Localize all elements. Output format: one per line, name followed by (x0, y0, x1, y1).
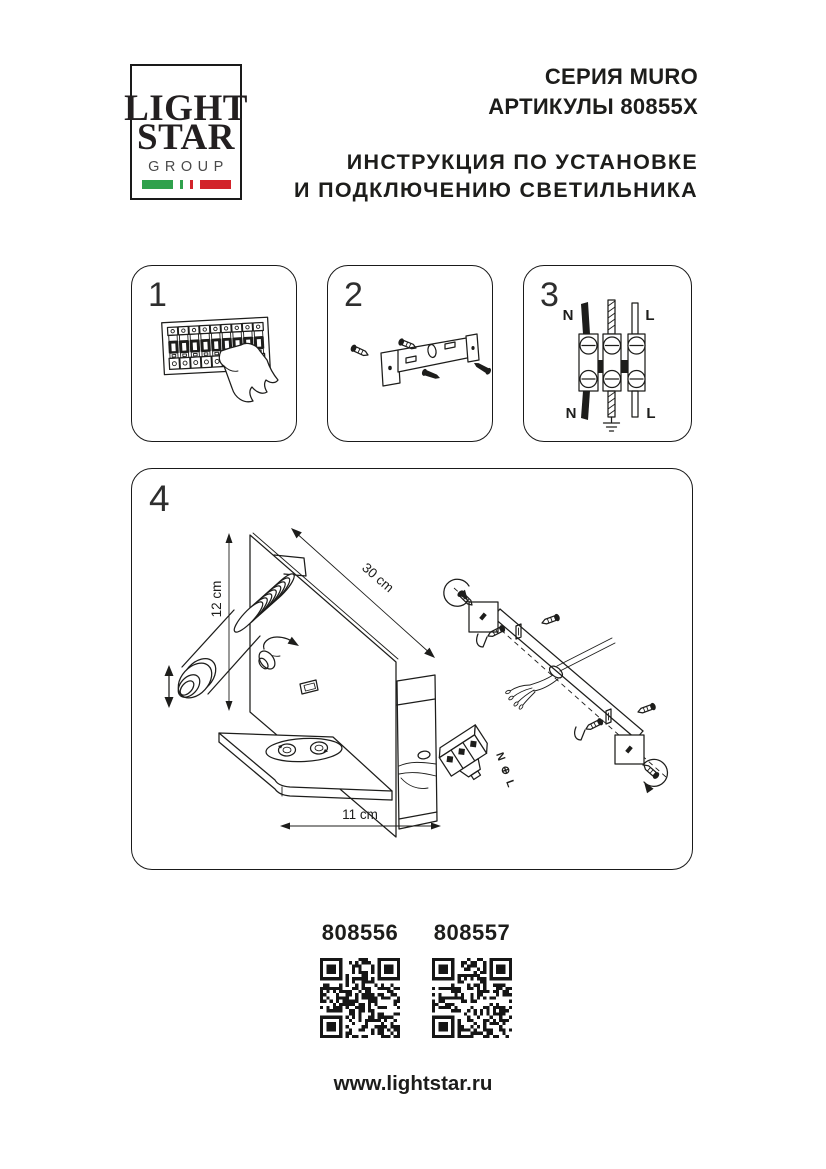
instruction-line2: И ПОДКЛЮЧЕНИЮ СВЕТИЛЬНИКА (294, 177, 698, 202)
neutral-wire (581, 302, 590, 334)
label-n-top: N (562, 307, 574, 324)
header (294, 62, 698, 205)
screw-icon (421, 368, 441, 381)
earth-symbol-icon (604, 417, 620, 431)
line-wire (632, 303, 638, 334)
step-1-box (131, 265, 297, 442)
label-n-bottom: N (565, 405, 577, 422)
italian-flag-bar (142, 180, 231, 189)
dimension-12cm (209, 533, 233, 711)
mounting-bracket (381, 334, 479, 386)
step-1-number: 1 (148, 276, 167, 314)
label-l-bottom: L (646, 405, 656, 422)
step-4-box (131, 468, 693, 870)
article-808556 (312, 920, 408, 1043)
website-url: www.lightstar.ru (333, 1072, 493, 1095)
screw-icon (541, 613, 561, 627)
step-4-number: 4 (149, 478, 170, 519)
step-2-box (327, 265, 493, 442)
logo-light: LIGHT (124, 87, 248, 129)
bracket-screws-drawing (328, 266, 494, 443)
adjust-arrow (165, 665, 174, 708)
dim-depth-label: 11 cm (342, 807, 378, 822)
cover-plate-bottom (615, 735, 667, 793)
article-808557 (424, 920, 520, 1043)
neutral-wire (581, 391, 590, 420)
step-3-number: 3 (540, 276, 559, 314)
assembly-drawing (132, 469, 694, 871)
screw-icon (637, 702, 657, 716)
qr-code (432, 958, 512, 1038)
wall-anchor (575, 717, 605, 740)
article-code: 808557 (433, 920, 511, 945)
earth-wire (608, 391, 615, 417)
wiring-diagram (524, 266, 693, 443)
cover-plate-top (444, 579, 498, 632)
screw-icon (584, 717, 604, 732)
qr-code (320, 958, 400, 1038)
logo-star: STAR (137, 117, 235, 159)
lightstar-logo (124, 64, 248, 200)
side-frame (397, 675, 437, 829)
screw-icon (472, 360, 492, 376)
article-code: 808556 (321, 920, 399, 945)
step-2-number: 2 (344, 276, 363, 314)
dim-height-label: 12 cm (209, 580, 224, 618)
label-l-top: L (645, 307, 655, 324)
instruction-line1: ИНСТРУКЦИЯ ПО УСТАНОВКЕ (346, 149, 698, 174)
breaker-panel-drawing (132, 266, 298, 443)
terminal-blocks (579, 334, 645, 391)
step-3-box (523, 265, 692, 442)
terminal-connector (435, 725, 500, 789)
logo-group: GROUP (148, 159, 229, 175)
series-title: СЕРИЯ MURO (544, 64, 698, 89)
line-wire (632, 391, 638, 417)
dim-width-label: 30 cm (359, 559, 397, 596)
earth-wire (608, 300, 615, 334)
screw-icon (642, 762, 661, 780)
screw-icon (350, 344, 370, 359)
articles-title: АРТИКУЛЫ 80855X (488, 93, 698, 119)
connector-label: N ⊕ L (493, 750, 518, 791)
